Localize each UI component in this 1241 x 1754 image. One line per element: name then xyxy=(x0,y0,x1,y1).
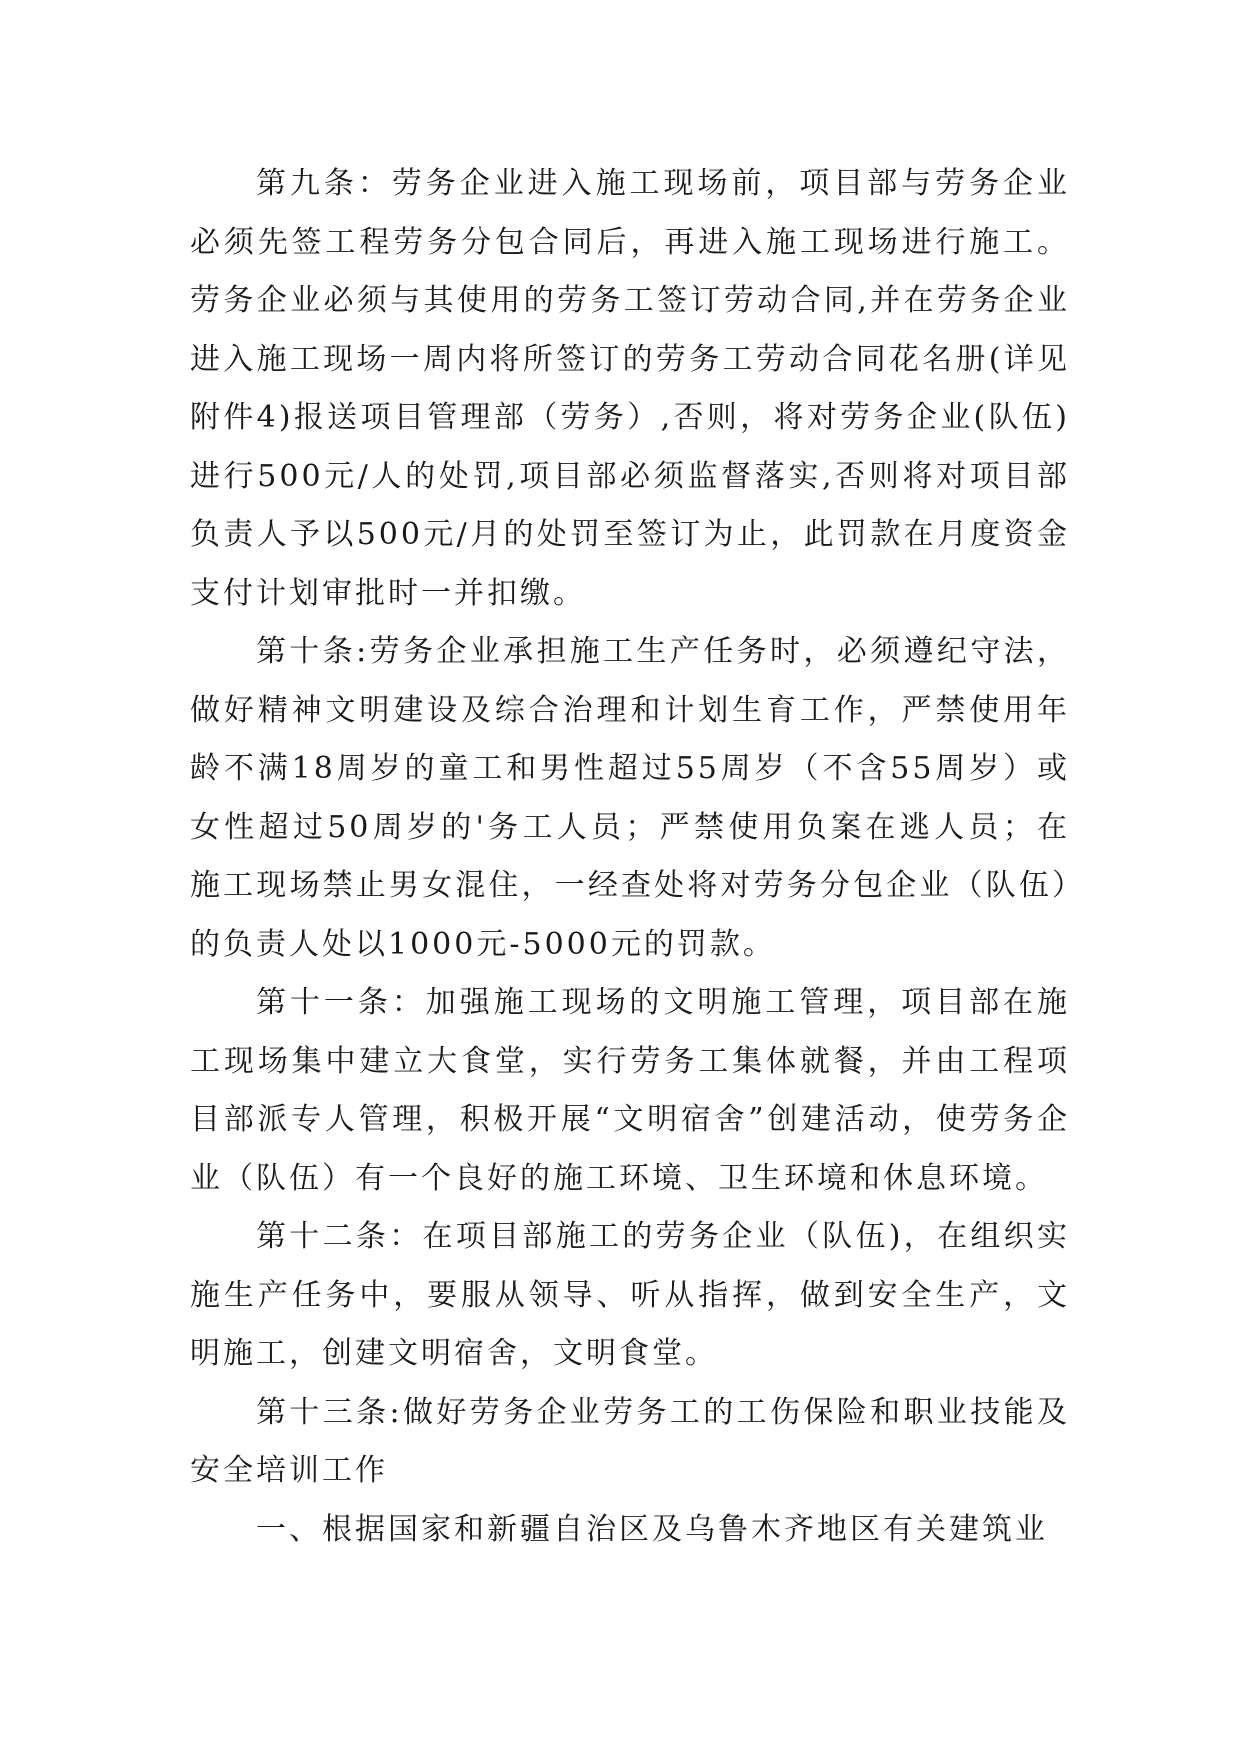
article-11-paragraph: 第十一条：加强施工现场的文明施工管理，项目部在施工现场集中建立大食堂，实行劳务工集体就餐，并由工程项目部派专人管理，积极开展“文明宿舍”创建活动，使劳务企业（队伍）有一个良好的施工环境、卫生环境和休息环境。 xyxy=(190,985,1070,1196)
document-body xyxy=(190,155,1070,1559)
article-13-item-1-paragraph: 一、根据国家和新疆自治区及乌鲁木齐地区有关建筑业 xyxy=(256,1511,1048,1547)
article-10-paragraph: 第十条:劳务企业承担施工生产任务时，必须遵纪守法，做好精神文明建设及综合治理和计划生育工作，严禁使用年龄不满18周岁的童工和男性超过55周岁（不含55周岁）或女性超过50周岁的'务工人员；严禁使用负案在逃人员；在施工现场禁止男女混住，一经查处将对劳务分包企业（队伍）的负责人处以1000元-5000元的罚款。 xyxy=(190,634,1070,962)
article-9-paragraph: 第九条：劳务企业进入施工现场前，项目部与劳务企业必须先签工程劳务分包合同后，再进入施工现场进行施工。劳务企业必须与其使用的劳务工签订劳动合同,并在劳务企业进入施工现场一周内将所签订的劳务工劳动合同花名册(详见附件4)报送项目管理部（劳务）,否则，将对劳务企业(队伍)进行500元/人的处罚,项目部必须监督落实,否则将对项目部负责人予以500元/月的处罚至签订为止，此罚款在月度资金支付计划审批时一并扣缴。 xyxy=(190,166,1070,611)
article-12-paragraph: 第十二条：在项目部施工的劳务企业（队伍)，在组织实施生产任务中，要服从领导、听从指挥，做到安全生产，文明施工，创建文明宿舍，文明食堂。 xyxy=(190,1219,1070,1371)
article-13-paragraph: 第十三条:做好劳务企业劳务工的工伤保险和职业技能及安全培训工作 xyxy=(190,1394,1070,1488)
